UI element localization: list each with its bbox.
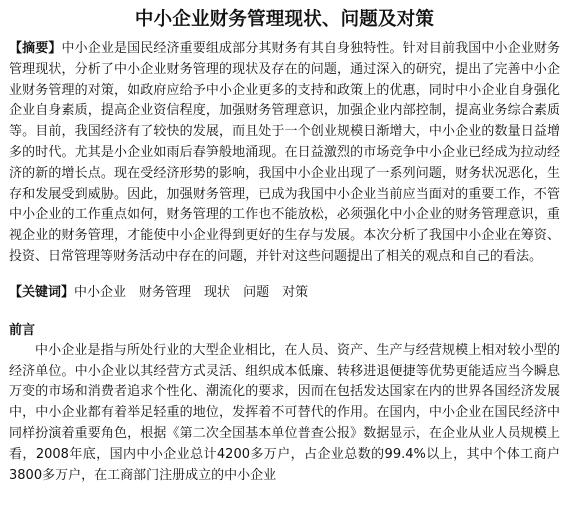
keywords-label: 【关键词】 xyxy=(9,284,75,300)
keyword: 现状 xyxy=(204,284,231,300)
keywords-line xyxy=(9,283,560,303)
keyword: 问题 xyxy=(243,284,270,300)
intro-paragraph: 中小企业是指与所处行业的大型企业相比，在人员、资产、生产与经营规模上相对较小型的经济单位。中小企业以其经营方式灵活、组织成本低廉、转移进退便捷等优势更能适应当今瞬息万变的市场和消费者追求个性化、潮流化的要求，因而在包括发达国家在内的世界各国经济发展中，中小企业都有着举足轻重的地位，发挥着不可替代的作用。在国内，中小企业在国民经济中同样扮演着重要角色，根据《第二次全国基本单位普查公报》数据显示，在企业从业人员规模上看，2008年底，国内中小企业总计4200多万户，占企业总数的99.4%以上，其中个体工商户3800多万户，在工商部门注册成立的中小企业 xyxy=(9,342,560,483)
abstract-text: 中小企业是国民经济重要组成部分其财务有其自身独特性。针对目前我国中小企业财务管理现状，分析了中小企业财务管理的现状及存在的问题，通过深入的研究，提出了完善中小企业财务管理的对策，如政府应给予中小企业更多的支持和政策上的优惠，同时中小企业自身强化企业自身素质，提高企业资信程度，加强财务管理意识，加强企业内部控制，提高业务综合素质等。目前，我国经济有了较快的发展，而且处于一个创业规模日渐增大，中小企业的数量日益增多的时代。尤其是小企业如雨后春笋般地涌现。在日益激烈的市场竞争中小企业已经成为拉动经济的新的增长点。现在受经济形势的影响，我国中小企业出现了一系列问题，财务状况恶化，生存和发展受到威胁。因此，加强财务管理，已成为我国中小企业当前应当面对的重要工作，不管中小企业的工作重点如何，财务管理的工作也不能放松，必须强化中小企业的财务管理意识，重视企业的财务管理，才能使中小企业得到更好的生存与发展。本次分析了我国中小企业在筹资、投资、日常管理等财务活动中存在的问题，并针对这些问题提出了相关的观点和自己的看法。 xyxy=(9,41,560,264)
abstract-paragraph xyxy=(9,39,560,268)
abstract-label: 【摘要】 xyxy=(9,41,62,56)
intro-heading: 前言 xyxy=(9,322,36,338)
keyword: 对策 xyxy=(282,284,309,300)
document-title: 中小企业财务管理现状、问题及对策 xyxy=(134,9,435,30)
keyword: 财务管理 xyxy=(139,284,192,300)
keyword: 中小企业 xyxy=(74,284,127,300)
